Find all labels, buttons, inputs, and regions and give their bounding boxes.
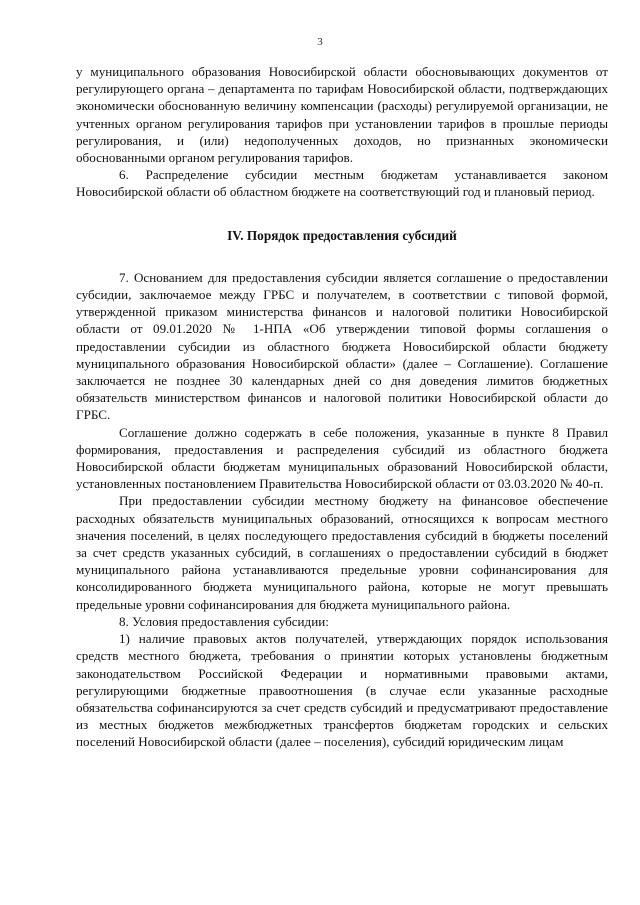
paragraph-6: 6. Распределение субсидии местным бюджетам устанавливается законом Новосибирской области об областном бюджете на соответствующий год и плановый период. bbox=[76, 167, 608, 200]
spacer bbox=[76, 244, 608, 269]
paragraph-continuation: у муниципального образования Новосибирской области обосновывающих документов от регулирующего органа – департамента по тарифам Новосибирской области, подтверждающих экономически обоснованную величину компенсации (расходы) регулируемой организации, не учтенных органом регулирования тарифов при установлении тарифов в прошлые периоды регулирования, и (или) недополученных доходов, но признанных экономически обоснованными органом регулирования тарифов. bbox=[76, 64, 608, 166]
paragraph-7-agreement: Соглашение должно содержать в себе положения, указанные в пункте 8 Правил формирования, предоставления и распределения субсидий из областного бюджета Новосибирской области бюджетам муниципальных образований Новосибирской области, установленных постановлением Правительства Новосибирской области от 03.03.2020 № 40-п. bbox=[76, 424, 608, 492]
spacer bbox=[76, 201, 608, 227]
paragraph-8-1: 1) наличие правовых актов получателей, утверждающих порядок использования средств местного бюджета, требования о принятии которых установлены бюджетным законодательством Российской Федерации и нормативными правовыми актами, регулирующими бюджетные правоотношения (в случае если указанные расходные обязательства софинансируются за счет средств субсидий и предусматривают предоставление из местных бюджетов межбюджетных трансфертов бюджетам городских и сельских поселений Новосибирской области (далее – поселения), субсидий юридическим лицам bbox=[76, 631, 608, 750]
document-body bbox=[76, 63, 608, 751]
page-number: 3 bbox=[317, 36, 323, 48]
paragraph-8: 8. Условия предоставления субсидии: bbox=[119, 613, 329, 629]
paragraph-7-cofinancing: При предоставлении субсидии местному бюджету на финансовое обеспечение расходных обязательств муниципальных образований, относящихся к вопросам местного значения поселений, в целях последующего предоставления субсидий в бюджеты поселений за счет средств указанных субсидий, в соглашениях о предоставлении субсидий в бюджет муниципального района устанавливаются предельные уровни софинансирования для консолидированного бюджета муниципального района, которые не могут превышать предельные уровни софинансирования для бюджета муниципального района. bbox=[76, 493, 608, 612]
paragraph-7: 7. Основанием для предоставления субсидии является соглашение о предоставлении субсидии, заключаемое между ГРБС и получателем, в соответствии с типовой формой, утвержденной приказом министерства финансов и налоговой политики Новосибирской области от 09.01.2020 № 1-НПА «Об утверждении типовой формы соглашения о предоставлении субсидии из областного бюджета Новосибирской области бюджету муниципального образования Новосибирской области» (далее – Соглашение). Соглашение заключается не позднее 30 календарных дней со дня доведения лимитов бюджетных обязательств министерством финансов и налоговой политики Новосибирской области до ГРБС. bbox=[76, 269, 608, 423]
section-heading: IV. Порядок предоставления субсидий bbox=[227, 227, 457, 243]
